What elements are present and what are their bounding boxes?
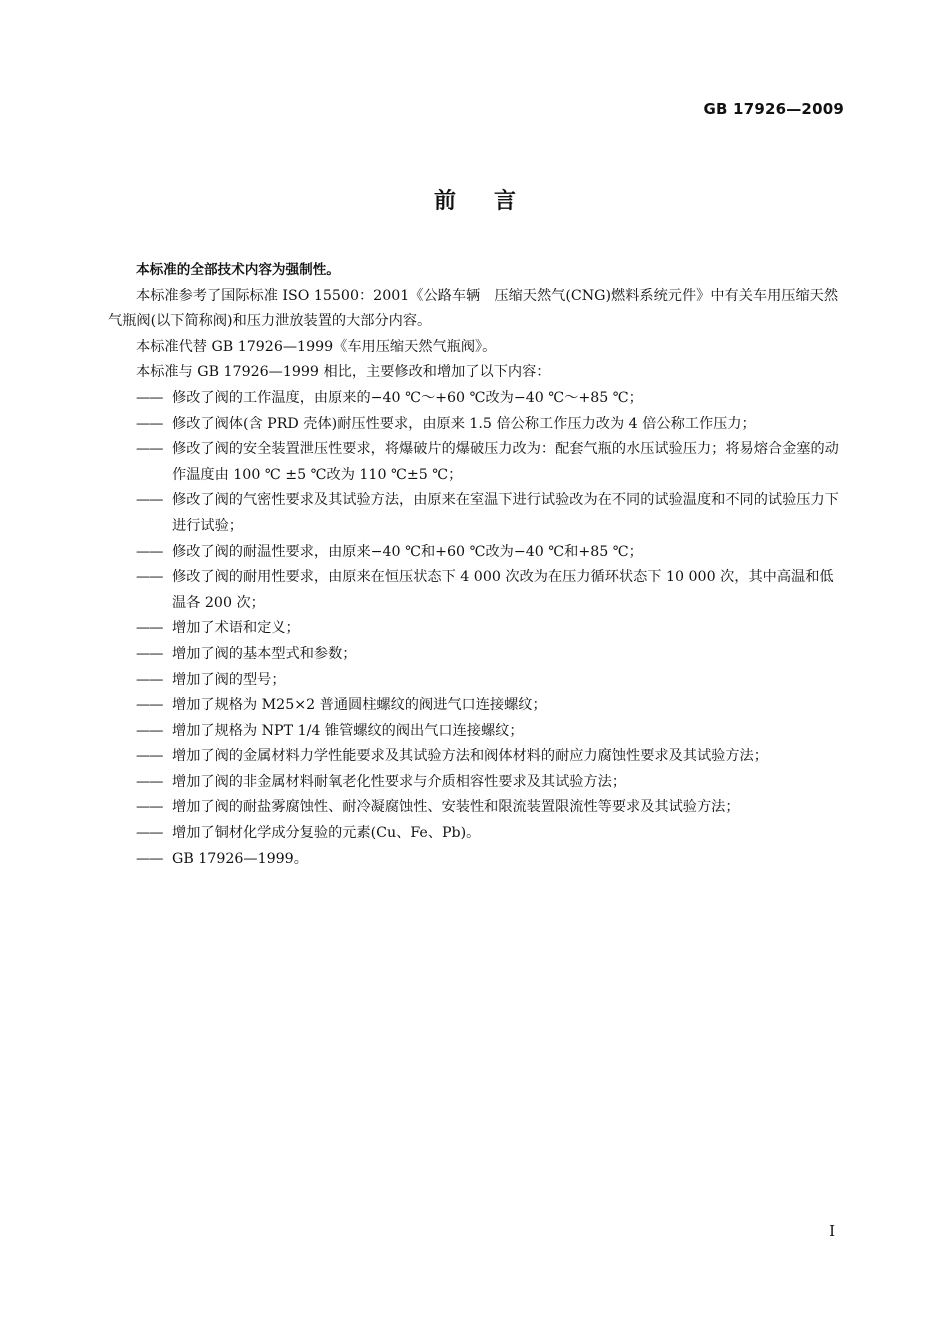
document-body xyxy=(108,258,846,872)
change-dash: —— xyxy=(136,569,163,586)
change-item xyxy=(108,668,846,694)
change-dash: —— xyxy=(136,799,163,816)
change-dash: —— xyxy=(136,773,163,790)
change-dash: —— xyxy=(136,441,163,458)
changes-intro: 本标准与 GB 17926—1999 相比，主要修改和增加了以下内容： xyxy=(136,364,551,381)
change-item xyxy=(108,770,846,796)
change-item xyxy=(108,693,846,719)
change-text: 增加了阀的非金属材料耐氧老化性要求与介质相容性要求及其试验方法； xyxy=(172,773,627,790)
change-dash: —— xyxy=(136,543,163,560)
change-item xyxy=(108,565,846,616)
change-dash: —— xyxy=(136,697,163,714)
change-dash: —— xyxy=(136,671,163,688)
history-text: GB 17926—1999。 xyxy=(172,850,308,867)
change-dash: —— xyxy=(136,825,163,842)
change-text: 增加了阀的耐盐雾腐蚀性、耐冷凝腐蚀性、安装性和限流装置限流性等要求及其试验方法； xyxy=(172,799,740,816)
change-dash: —— xyxy=(136,492,163,509)
change-text: 修改了阀的工作温度，由原来的−40 ℃～+60 ℃改为−40 ℃～+85 ℃； xyxy=(172,389,643,406)
change-dash: —— xyxy=(136,748,163,765)
change-text: 修改了阀的耐温性要求，由原来−40 ℃和+60 ℃改为−40 ℃和+85 ℃； xyxy=(172,543,643,560)
changes-list xyxy=(108,386,846,847)
change-item xyxy=(108,437,846,488)
change-text: 修改了阀的气密性要求及其试验方法，由原来在室温下进行试验改为在不同的试验温度和不同的试验压力下进行试验； xyxy=(172,492,839,534)
change-item xyxy=(108,540,846,566)
change-text: 增加了阀的基本型式和参数； xyxy=(172,645,357,662)
change-dash: —— xyxy=(136,645,163,662)
change-item xyxy=(108,488,846,539)
change-text: 增加了规格为 M25×2 普通圆柱螺纹的阀进气口连接螺纹； xyxy=(172,697,547,714)
change-item xyxy=(108,719,846,745)
change-dash: —— xyxy=(136,415,163,432)
change-dash: —— xyxy=(136,722,163,739)
change-item xyxy=(108,412,846,438)
mandatory-statement: 本标准的全部技术内容为强制性。 xyxy=(136,262,340,278)
standard-code: GB 17926—2009 xyxy=(703,100,844,118)
history-item xyxy=(108,847,846,873)
change-text: 修改了阀体(含 PRD 壳体)耐压性要求，由原来 1.5 倍公称工作压力改为 4 倍公称工作压力； xyxy=(172,415,756,432)
history-dash: —— xyxy=(136,850,163,867)
change-item xyxy=(108,386,846,412)
page-number: I xyxy=(829,1222,835,1240)
change-item xyxy=(108,744,846,770)
change-item xyxy=(108,795,846,821)
change-item xyxy=(108,821,846,847)
change-text: 修改了阀的安全装置泄压性要求，将爆破片的爆破压力改为：配套气瓶的水压试验压力；将易熔合金塞的动作温度由 100 ℃ ±5 ℃改为 110 ℃±5 ℃； xyxy=(172,441,839,483)
page-title: 前言 xyxy=(433,189,554,214)
change-text: 增加了阀的金属材料力学性能要求及其试验方法和阀体材料的耐应力腐蚀性要求及其试验方法； xyxy=(172,748,768,765)
change-dash: —— xyxy=(136,620,163,637)
replaces-paragraph: 本标准代替 GB 17926—1999《车用压缩天然气瓶阀》。 xyxy=(136,338,497,355)
change-text: 增加了术语和定义； xyxy=(172,620,300,637)
change-text: 修改了阀的耐用性要求，由原来在恒压状态下 4 000 次改为在压力循环状态下 10 000 次，其中高温和低温各 200 次； xyxy=(172,569,834,611)
change-dash: —— xyxy=(136,389,163,406)
reference-paragraph: 本标准参考了国际标准 ISO 15500：2001《公路车辆 压缩天然气(CNG)燃料系统元件》中有关车用压缩天然气瓶阀(以下简称阀)和压力泄放装置的大部分内容。 xyxy=(108,287,839,330)
change-item xyxy=(108,616,846,642)
change-text: 增加了规格为 NPT 1/4 锥管螺纹的阀出气口连接螺纹； xyxy=(172,722,524,739)
change-text: 增加了阀的型号； xyxy=(172,671,286,688)
change-text: 增加了铜材化学成分复验的元素(Cu、Fe、Pb)。 xyxy=(172,825,481,842)
change-item xyxy=(108,642,846,668)
